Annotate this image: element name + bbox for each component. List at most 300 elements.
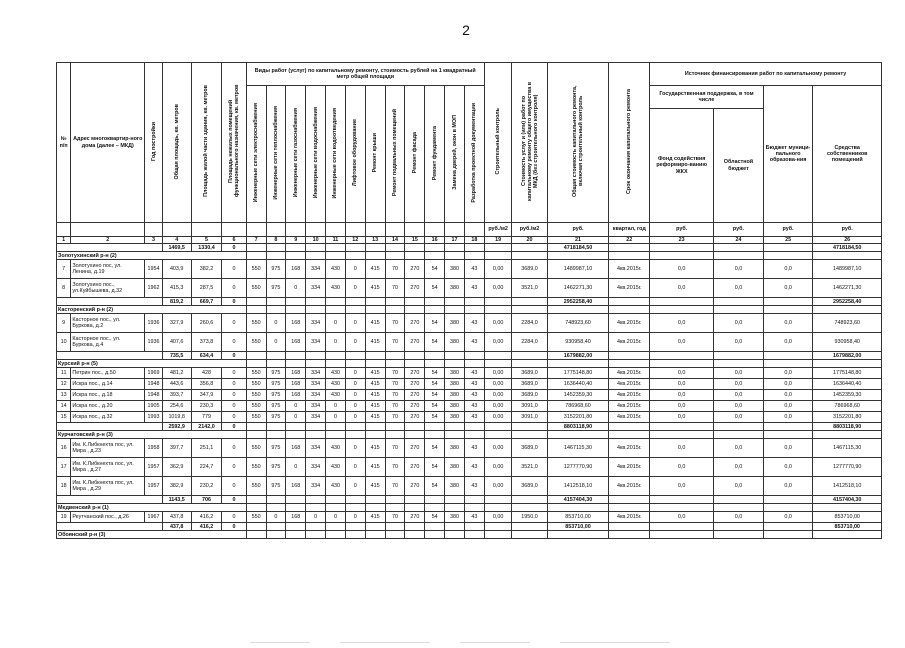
work-cost-cell: 43 xyxy=(464,401,484,412)
subtotal-owners: 1679882,00 xyxy=(813,352,882,360)
work-cost-cell: 54 xyxy=(425,412,445,423)
area-cell: 481,2 xyxy=(162,368,191,379)
empty-cell xyxy=(714,423,764,431)
empty-cell xyxy=(345,360,365,368)
fund-cell: 0,0 xyxy=(650,390,714,401)
work-cost-cell: 550 xyxy=(246,412,266,423)
work-cost-cell: 380 xyxy=(445,401,465,412)
empty-cell xyxy=(609,523,650,531)
work-cost-cell: 270 xyxy=(405,379,425,390)
work-cost-cell: 70 xyxy=(385,412,405,423)
work-cost-cell: 0 xyxy=(345,477,365,496)
living-area-cell: 373,8 xyxy=(191,333,222,352)
empty-cell xyxy=(425,523,445,531)
address-line: Им. К.Либкнехта пос, ул. xyxy=(72,480,134,486)
subtotal-row xyxy=(57,496,882,504)
work-cost-cell: 334 xyxy=(306,412,326,423)
column-number: 18 xyxy=(464,237,484,244)
address-cell xyxy=(71,379,145,390)
empty-cell xyxy=(365,352,385,360)
work-cost-cell: 334 xyxy=(306,379,326,390)
work-cost-cell: 430 xyxy=(326,379,346,390)
work-cost-cell: 415 xyxy=(365,314,385,333)
empty-cell xyxy=(405,252,425,260)
work-cost-cell: 70 xyxy=(385,333,405,352)
deadline-cell: 4кв.2015г. xyxy=(609,333,650,352)
page-number: 2 xyxy=(462,22,470,38)
municipal-budget-cell: 0,0 xyxy=(763,314,813,333)
empty-cell xyxy=(266,244,286,252)
empty-cell xyxy=(464,423,484,431)
address-cell xyxy=(71,333,145,352)
work-cost-cell: 380 xyxy=(445,412,465,423)
deadline-cell: 4кв.2015г. xyxy=(609,260,650,279)
subtotal-row xyxy=(57,244,882,252)
empty-cell xyxy=(266,423,286,431)
unit-cost-cell: 3521,0 xyxy=(512,458,547,477)
empty-cell xyxy=(763,523,813,531)
area-cell: 415,3 xyxy=(162,279,191,298)
area-cell: 362,9 xyxy=(162,458,191,477)
empty-cell xyxy=(385,252,405,260)
deadline-cell: 4кв.2015г. xyxy=(609,379,650,390)
work-cost-cell: 415 xyxy=(365,401,385,412)
work-cost-cell: 415 xyxy=(365,333,385,352)
work-cost-cell: 54 xyxy=(425,260,445,279)
nonres-area-cell: 0 xyxy=(222,512,246,523)
subtotal-cost: 4157404,30 xyxy=(547,496,609,504)
empty-cell xyxy=(609,244,650,252)
column-number-row xyxy=(57,237,882,244)
address-cell xyxy=(71,401,145,412)
empty-cell xyxy=(425,306,445,314)
area-cell: 437,8 xyxy=(162,512,191,523)
regional-budget-cell: 0,0 xyxy=(714,390,764,401)
header-work-5: Инженерные сети водоотведения xyxy=(326,86,346,223)
living-area-cell: 251,1 xyxy=(191,439,222,458)
fund-cell: 0,0 xyxy=(650,401,714,412)
work-cost-cell: 0 xyxy=(326,412,346,423)
empty-cell xyxy=(445,496,465,504)
nonres-area-cell: 0 xyxy=(222,333,246,352)
empty-cell xyxy=(385,531,405,539)
empty-cell xyxy=(484,504,512,512)
total-cost-cell: 1277770,90 xyxy=(547,458,609,477)
empty-cell xyxy=(306,298,326,306)
empty-cell xyxy=(286,504,306,512)
empty-cell xyxy=(650,523,714,531)
living-area-cell: 347,9 xyxy=(191,390,222,401)
empty-cell xyxy=(405,523,425,531)
subtotal-living-area: 669,7 xyxy=(191,298,222,306)
subtotal-row xyxy=(57,423,882,431)
column-number: 26 xyxy=(813,237,882,244)
subtotal-nonres-area: 0 xyxy=(222,244,246,252)
empty-cell xyxy=(306,504,326,512)
regional-budget-cell: 0,0 xyxy=(714,379,764,390)
address-cell xyxy=(71,390,145,401)
work-cost-cell: 54 xyxy=(425,458,445,477)
total-cost-cell: 930958,40 xyxy=(547,333,609,352)
work-cost-cell: 270 xyxy=(405,439,425,458)
header-funding-group: Источник финансирования работ по капитальному ремонту xyxy=(650,63,882,86)
address-line: Буркова, д.4 xyxy=(72,342,104,349)
empty-cell xyxy=(306,531,326,539)
empty-cell xyxy=(547,360,609,368)
empty-cell xyxy=(763,504,813,512)
empty-cell xyxy=(813,504,882,512)
header-municipal: Бюджет муници-пального образова-ния xyxy=(763,86,813,223)
area-cell: 1019,8 xyxy=(162,412,191,423)
work-cost-cell: 0,00 xyxy=(484,379,512,390)
address-line: Золотухино пос, ул. xyxy=(72,263,122,269)
empty-cell xyxy=(425,423,445,431)
work-cost-cell: 43 xyxy=(464,512,484,523)
header-n: № п/п xyxy=(57,63,71,223)
unit-cost-cell: 3091,0 xyxy=(512,401,547,412)
deadline-cell: 4кв.2015г. xyxy=(609,279,650,298)
empty-cell xyxy=(246,298,266,306)
regional-budget-cell: 0,0 xyxy=(714,401,764,412)
subtotal-cost: 853710,00 xyxy=(547,523,609,531)
empty-cell xyxy=(650,306,714,314)
footer-line xyxy=(250,630,850,636)
address-line: ул.Куйбышева, д.32 xyxy=(72,288,123,295)
work-cost-cell: 550 xyxy=(246,390,266,401)
empty-cell xyxy=(326,306,346,314)
regional-budget-cell: 0,0 xyxy=(714,458,764,477)
work-cost-cell: 0 xyxy=(345,401,365,412)
owners-funds-cell: 930958,40 xyxy=(813,333,882,352)
work-cost-cell: 0 xyxy=(326,512,346,523)
work-cost-cell: 43 xyxy=(464,368,484,379)
subtotal-area: 1469,5 xyxy=(162,244,191,252)
empty-cell xyxy=(512,496,547,504)
table-row xyxy=(57,333,882,352)
empty-cell xyxy=(326,523,346,531)
empty-cell xyxy=(266,496,286,504)
fund-cell: 0,0 xyxy=(650,260,714,279)
empty-cell xyxy=(306,523,326,531)
deadline-cell: 4кв.2015г. xyxy=(609,412,650,423)
nonres-area-cell: 0 xyxy=(222,401,246,412)
work-cost-cell: 550 xyxy=(246,477,266,496)
empty-cell xyxy=(326,504,346,512)
work-cost-cell: 54 xyxy=(425,379,445,390)
work-cost-cell: 0,00 xyxy=(484,314,512,333)
empty-cell xyxy=(714,298,764,306)
empty-cell xyxy=(286,531,306,539)
work-cost-cell: 43 xyxy=(464,279,484,298)
regional-budget-cell: 0,0 xyxy=(714,439,764,458)
nonres-area-cell: 0 xyxy=(222,279,246,298)
capital-repair-register-table xyxy=(56,62,882,539)
subtotal-row xyxy=(57,523,882,531)
empty-cell xyxy=(306,252,326,260)
subtotal-owners: 8803118,90 xyxy=(813,423,882,431)
empty-cell xyxy=(57,423,163,431)
column-number: 2 xyxy=(71,237,145,244)
work-cost-cell: 0,00 xyxy=(484,333,512,352)
empty-cell xyxy=(326,431,346,439)
municipality-name: Медвенский р-н (1) xyxy=(57,504,247,512)
work-cost-cell: 334 xyxy=(306,390,326,401)
empty-cell xyxy=(266,531,286,539)
column-number: 4 xyxy=(162,237,191,244)
empty-cell xyxy=(763,352,813,360)
empty-cell xyxy=(57,523,163,531)
empty-cell xyxy=(763,360,813,368)
empty-cell xyxy=(365,423,385,431)
work-cost-cell: 415 xyxy=(365,512,385,523)
empty-cell xyxy=(650,423,714,431)
empty-cell xyxy=(57,496,163,504)
address-line: Золотухино пос., xyxy=(72,282,115,288)
empty-cell xyxy=(306,496,326,504)
municipality-name: Золотухинский р-н (2) xyxy=(57,252,247,260)
empty-cell xyxy=(714,252,764,260)
deadline-cell: 4кв.2015г. xyxy=(609,477,650,496)
regional-budget-cell: 0,0 xyxy=(714,333,764,352)
municipal-budget-cell: 0,0 xyxy=(763,412,813,423)
empty-cell xyxy=(385,306,405,314)
empty-cell xyxy=(306,352,326,360)
total-cost-cell: 1467115,30 xyxy=(547,439,609,458)
subtotal-nonres-area: 0 xyxy=(222,523,246,531)
unit-label: руб. xyxy=(547,223,609,237)
work-cost-cell: 70 xyxy=(385,477,405,496)
empty-cell xyxy=(512,244,547,252)
column-number: 9 xyxy=(286,237,306,244)
work-cost-cell: 975 xyxy=(266,439,286,458)
total-cost-cell: 748923,60 xyxy=(547,314,609,333)
empty-cell xyxy=(326,423,346,431)
empty-cell xyxy=(286,306,306,314)
work-cost-cell: 270 xyxy=(405,458,425,477)
work-cost-cell: 0,00 xyxy=(484,279,512,298)
row-number: 13 xyxy=(57,390,71,401)
table-row xyxy=(57,458,882,477)
empty-cell xyxy=(763,252,813,260)
total-cost-cell: 1489987,10 xyxy=(547,260,609,279)
subtotal-nonres-area: 0 xyxy=(222,423,246,431)
deadline-cell: 4кв.2015г. xyxy=(609,512,650,523)
year-cell: 1936 xyxy=(145,333,163,352)
subtotal-nonres-area: 0 xyxy=(222,298,246,306)
empty-cell xyxy=(326,252,346,260)
work-cost-cell: 975 xyxy=(266,412,286,423)
nonres-area-cell: 0 xyxy=(222,379,246,390)
column-number: 21 xyxy=(547,237,609,244)
work-cost-cell: 0 xyxy=(266,314,286,333)
living-area-cell: 779 xyxy=(191,412,222,423)
work-cost-cell: 430 xyxy=(326,439,346,458)
row-number: 9 xyxy=(57,314,71,333)
municipal-budget-cell: 0,0 xyxy=(763,512,813,523)
fund-cell: 0,0 xyxy=(650,512,714,523)
empty-cell xyxy=(246,531,266,539)
empty-cell xyxy=(345,531,365,539)
empty-cell xyxy=(763,244,813,252)
work-cost-cell: 975 xyxy=(266,379,286,390)
address-line: Искра пос., д.18 xyxy=(72,392,113,399)
empty-cell xyxy=(345,431,365,439)
empty-cell xyxy=(714,360,764,368)
municipal-budget-cell: 0,0 xyxy=(763,368,813,379)
work-cost-cell: 54 xyxy=(425,401,445,412)
empty-cell xyxy=(326,496,346,504)
empty-cell xyxy=(609,496,650,504)
work-cost-cell: 0 xyxy=(326,314,346,333)
work-cost-cell: 334 xyxy=(306,279,326,298)
empty-cell xyxy=(405,423,425,431)
municipality-name: Курчатовский р-н (3) xyxy=(57,431,247,439)
empty-cell xyxy=(609,352,650,360)
empty-cell xyxy=(512,252,547,260)
address-line: Ленина, д.19 xyxy=(72,269,105,276)
nonres-area-cell: 0 xyxy=(222,390,246,401)
empty-cell xyxy=(464,496,484,504)
subtotal-owners: 853710,00 xyxy=(813,523,882,531)
municipal-budget-cell: 0,0 xyxy=(763,458,813,477)
column-number: 23 xyxy=(650,237,714,244)
column-number: 12 xyxy=(345,237,365,244)
empty-cell xyxy=(365,431,385,439)
header-total-cost: Общая стоимость капитального ремонта, включая строительный контроль xyxy=(547,63,609,223)
owners-funds-cell: 748923,60 xyxy=(813,314,882,333)
address-cell xyxy=(71,477,145,496)
work-cost-cell: 168 xyxy=(286,379,306,390)
empty-cell xyxy=(547,252,609,260)
municipality-name: Курский р-н (5) xyxy=(57,360,247,368)
unit-cost-cell: 3091,0 xyxy=(512,412,547,423)
empty-cell xyxy=(484,306,512,314)
empty-cell xyxy=(306,244,326,252)
work-cost-cell: 270 xyxy=(405,512,425,523)
work-cost-cell: 0,00 xyxy=(484,512,512,523)
column-number: 8 xyxy=(266,237,286,244)
empty-cell xyxy=(286,298,306,306)
work-cost-cell: 0 xyxy=(266,333,286,352)
address-line: Искра пос., д.14 xyxy=(72,381,113,388)
living-area-cell: 287,5 xyxy=(191,279,222,298)
subtotal-living-area: 2142,0 xyxy=(191,423,222,431)
address-line: Мира , д.23 xyxy=(72,448,101,455)
work-cost-cell: 334 xyxy=(306,477,326,496)
empty-cell xyxy=(246,352,266,360)
work-cost-cell: 0 xyxy=(345,458,365,477)
empty-cell xyxy=(326,352,346,360)
empty-cell xyxy=(445,360,465,368)
empty-cell xyxy=(385,352,405,360)
empty-cell xyxy=(714,431,764,439)
unit-label: квартал, год xyxy=(609,223,650,237)
empty-cell xyxy=(484,244,512,252)
work-cost-cell: 54 xyxy=(425,314,445,333)
empty-cell xyxy=(57,352,163,360)
empty-cell xyxy=(385,523,405,531)
address-line: Им. К.Либкнехта пос, ул. xyxy=(72,461,134,467)
header-work-4: Инженерные сети водоснабжения xyxy=(306,86,326,223)
work-cost-cell: 270 xyxy=(405,314,425,333)
header-work-7: Ремонт крыши xyxy=(365,86,385,223)
work-cost-cell: 0,00 xyxy=(484,401,512,412)
deadline-cell: 4кв.2015г. xyxy=(609,439,650,458)
living-area-cell: 428 xyxy=(191,368,222,379)
empty-cell xyxy=(425,531,445,539)
owners-funds-cell: 1636440,40 xyxy=(813,379,882,390)
work-cost-cell: 54 xyxy=(425,279,445,298)
owners-funds-cell: 1467115,30 xyxy=(813,439,882,458)
empty-cell xyxy=(286,523,306,531)
empty-cell xyxy=(609,252,650,260)
empty-cell xyxy=(813,360,882,368)
work-cost-cell: 270 xyxy=(405,260,425,279)
deadline-cell: 4кв.2015г. xyxy=(609,368,650,379)
area-cell: 397,7 xyxy=(162,439,191,458)
column-number: 20 xyxy=(512,237,547,244)
table-header xyxy=(57,63,882,244)
empty-cell xyxy=(464,298,484,306)
owners-funds-cell: 1462271,30 xyxy=(813,279,882,298)
empty-cell xyxy=(425,496,445,504)
work-cost-cell: 43 xyxy=(464,412,484,423)
empty-cell xyxy=(484,496,512,504)
empty-cell xyxy=(246,252,266,260)
empty-cell xyxy=(286,244,306,252)
header-work-2: Инженерные сети теплоснабжения xyxy=(266,86,286,223)
header-year: Год постройки xyxy=(145,63,163,223)
area-cell: 327,9 xyxy=(162,314,191,333)
nonres-area-cell: 0 xyxy=(222,314,246,333)
total-cost-cell: 1636440,40 xyxy=(547,379,609,390)
row-number: 12 xyxy=(57,379,71,390)
subtotal-owners: 2952258,40 xyxy=(813,298,882,306)
empty-cell xyxy=(246,496,266,504)
total-cost-cell: 786968,60 xyxy=(547,401,609,412)
fund-cell: 0,0 xyxy=(650,333,714,352)
year-cell: 1957 xyxy=(145,477,163,496)
work-cost-cell: 270 xyxy=(405,412,425,423)
table-row xyxy=(57,412,882,423)
address-cell xyxy=(71,458,145,477)
column-number: 6 xyxy=(222,237,246,244)
empty-cell xyxy=(405,306,425,314)
column-number: 10 xyxy=(306,237,326,244)
owners-funds-cell: 1412518,10 xyxy=(813,477,882,496)
header-works-group: Виды работ (услуг) по капитальному ремонту, стоимость рублей на 1 квадратный метр общей площади xyxy=(246,63,484,86)
deadline-cell: 4кв.2015г. xyxy=(609,314,650,333)
work-cost-cell: 380 xyxy=(445,368,465,379)
work-cost-cell: 270 xyxy=(405,279,425,298)
unit-cost-cell: 3521,0 xyxy=(512,279,547,298)
empty-cell xyxy=(326,360,346,368)
empty-cell xyxy=(345,496,365,504)
empty-cell xyxy=(425,252,445,260)
empty-cell xyxy=(345,306,365,314)
fund-cell: 0,0 xyxy=(650,412,714,423)
empty-cell xyxy=(464,244,484,252)
work-cost-cell: 975 xyxy=(266,279,286,298)
work-cost-cell: 430 xyxy=(326,458,346,477)
unit-label: руб./м2 xyxy=(512,223,547,237)
empty-cell xyxy=(306,360,326,368)
work-cost-cell: 415 xyxy=(365,379,385,390)
municipal-budget-cell: 0,0 xyxy=(763,379,813,390)
empty-cell xyxy=(609,423,650,431)
work-cost-cell: 380 xyxy=(445,314,465,333)
table-row xyxy=(57,390,882,401)
